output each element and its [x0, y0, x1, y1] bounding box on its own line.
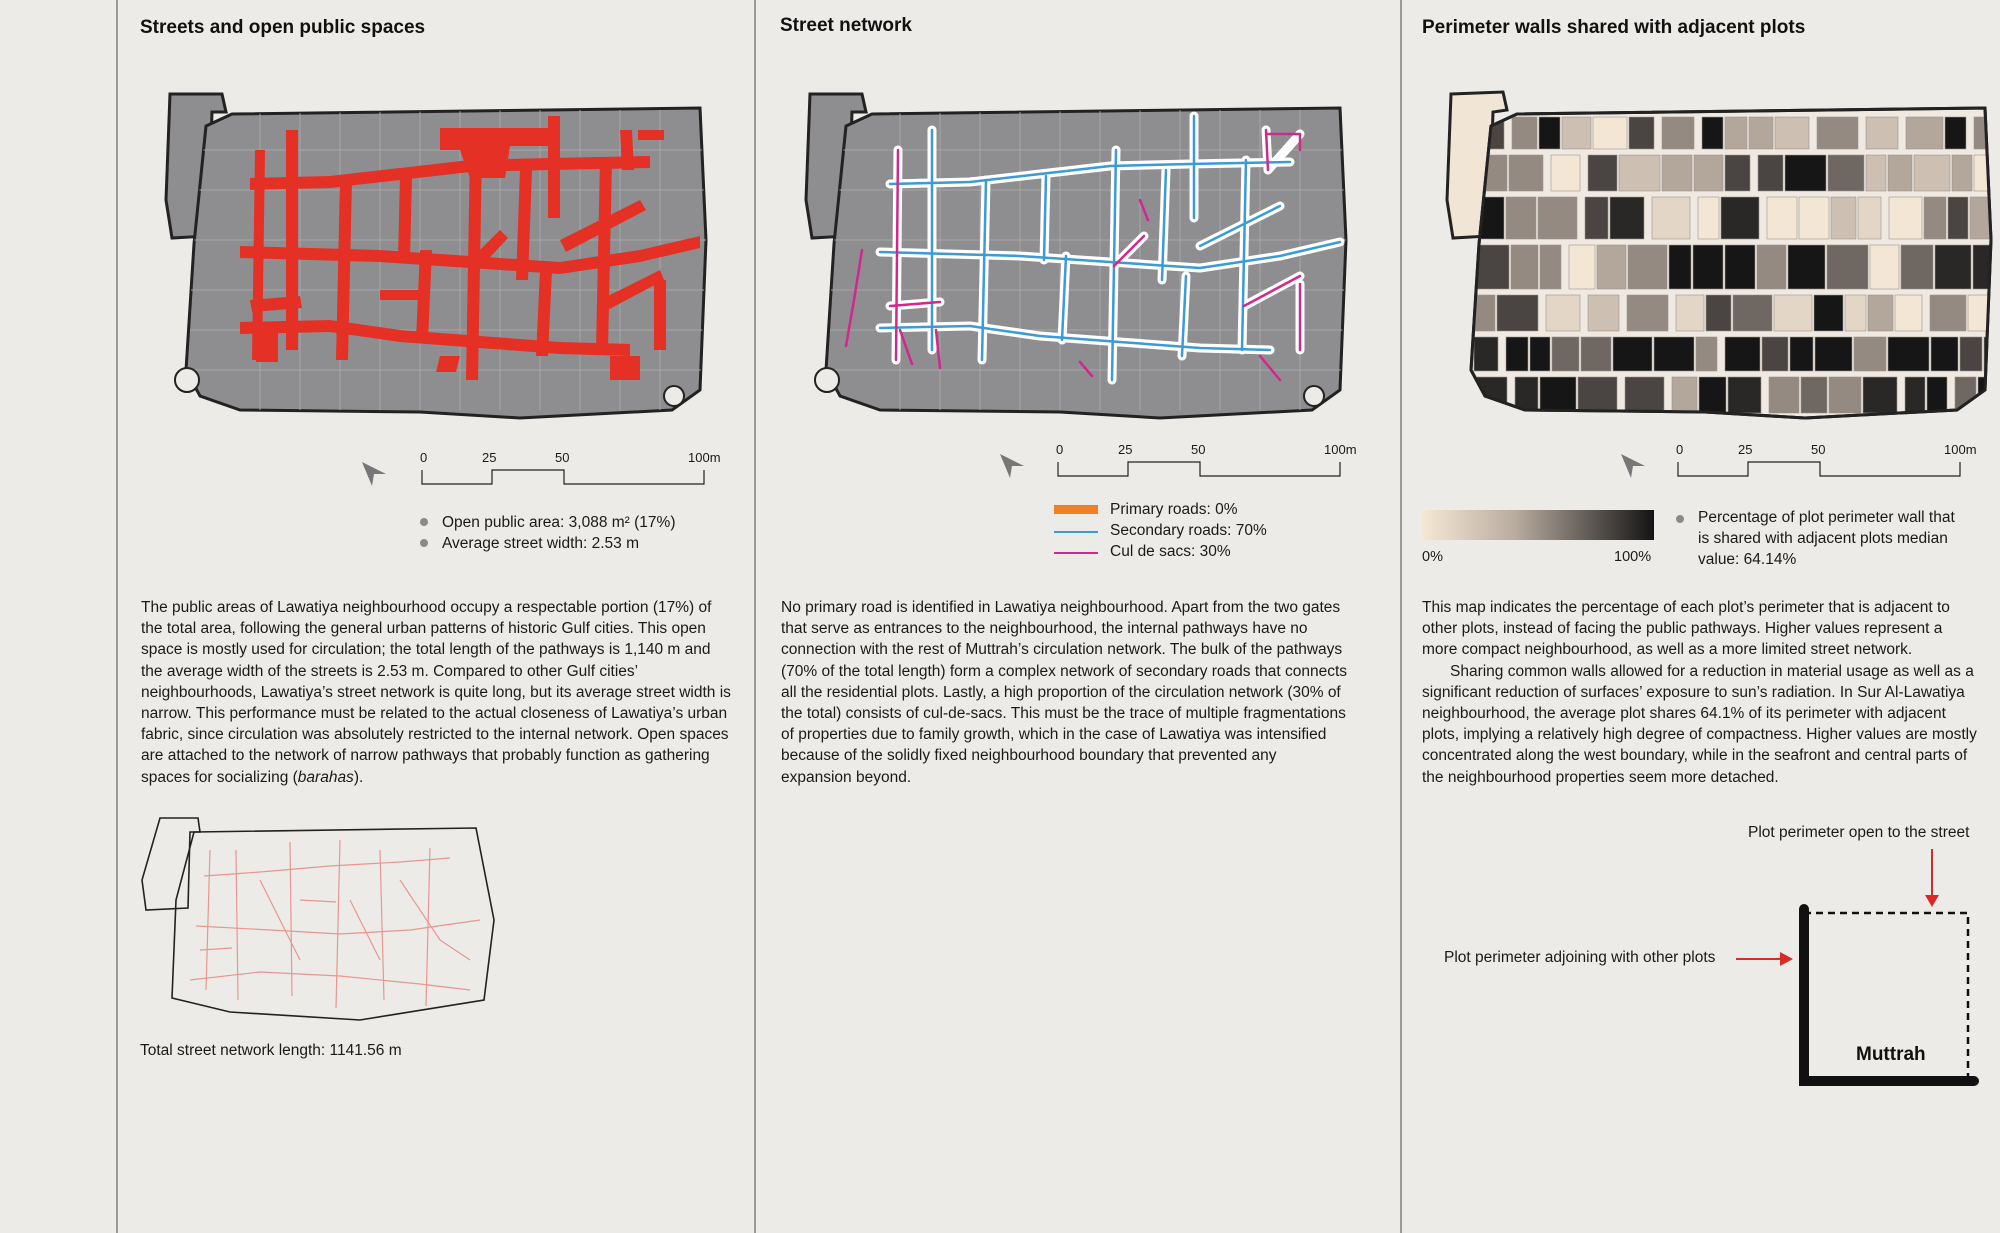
plot-cell [1552, 337, 1579, 371]
plot-cell [1814, 295, 1843, 331]
plot-cell [1968, 295, 2000, 331]
plot-cell [1845, 295, 1866, 331]
plot-cell [1924, 197, 1946, 239]
plot-cell [1905, 377, 1925, 413]
scale-tick: 50 [1191, 442, 1206, 457]
plot-cell [1725, 117, 1747, 149]
plot-cell [1790, 337, 1813, 371]
plot-cell [1706, 295, 1731, 331]
label-open-perimeter: Plot perimeter open to the street [1748, 824, 1970, 841]
plot-cell [1931, 337, 1958, 371]
scale-tick: 25 [1738, 442, 1753, 457]
plot-cell [1474, 295, 1495, 331]
plot-cell [1721, 197, 1759, 239]
plot-cell [1538, 197, 1577, 239]
plot-cell [1625, 377, 1664, 413]
gradient-min-label: 0% [1422, 549, 1443, 565]
plot-cell [1935, 245, 1971, 289]
panel3-body [1422, 597, 1982, 788]
legend-open-area: Open public area: 3,088 m² (17%) [420, 514, 675, 532]
plot-cell [1758, 155, 1783, 191]
plot-cell [1767, 197, 1797, 239]
diagram-place-label: Muttrah [1856, 1044, 1926, 1065]
plot-cell [1863, 377, 1897, 413]
plot-cell [1628, 245, 1667, 289]
plot-cell [1769, 377, 1799, 413]
scale-tick: 100m [1324, 442, 1357, 457]
plot-cell [1506, 337, 1528, 371]
plot-cell [1581, 337, 1611, 371]
plot-cell [1757, 245, 1786, 289]
plot-cell [1895, 295, 1922, 331]
north-arrow-icon [998, 450, 1028, 480]
plot-cell [1702, 117, 1723, 149]
plot-cell [1914, 155, 1950, 191]
plot-cell [1970, 197, 2000, 239]
legend-shared-perimeter: Percentage of plot perimeter wall that is shared with adjacent plots median value: 64.14% [1676, 507, 1956, 570]
legend-cul-de-sacs-swatch [1054, 547, 1098, 559]
plot-cell [1775, 117, 1809, 149]
plot-cell [1815, 337, 1852, 371]
plot-cell [1539, 117, 1560, 149]
plot-cell [1829, 377, 1861, 413]
plot-cell [1629, 117, 1654, 149]
plot-cell [1585, 197, 1608, 239]
plot-cell [1619, 155, 1660, 191]
plot-cell [1930, 295, 1966, 331]
total-network-length: Total street network length: 1141.56 m [140, 1042, 402, 1059]
plot-cell [1774, 295, 1812, 331]
scale-bar-2 [1056, 440, 1357, 480]
plot-cell [1588, 295, 1619, 331]
plot-cell [1870, 245, 1899, 289]
plot-cell [1474, 337, 1498, 371]
scale-tick: 0 [420, 450, 428, 465]
plot-cell [1725, 155, 1750, 191]
plot-cell [1827, 245, 1868, 289]
scale-tick: 25 [1118, 442, 1133, 457]
panel1-title: Streets and open public spaces [140, 17, 426, 38]
plot-cell [1540, 377, 1576, 413]
plot-cell [1927, 377, 1947, 413]
plot-cell [1733, 295, 1772, 331]
plot-cell [1512, 117, 1537, 149]
plot-cell [1831, 197, 1856, 239]
plot-cell [1725, 337, 1760, 371]
scale-tick: 50 [1811, 442, 1826, 457]
plot-cell [1888, 155, 1912, 191]
plot-cell [1662, 155, 1692, 191]
plot-cell [1540, 245, 1561, 289]
scale-tick: 50 [555, 450, 570, 465]
plot-cell [1509, 155, 1543, 191]
plot-cells [1474, 117, 2000, 413]
plot-cell [1694, 155, 1723, 191]
plot-cell [1828, 155, 1864, 191]
plot-cell [1699, 377, 1726, 413]
plot-cell [1546, 295, 1580, 331]
plot-cell [1866, 155, 1886, 191]
plot-cell [1698, 197, 1719, 239]
plot-cell [1578, 377, 1617, 413]
plot-cell [1669, 245, 1691, 289]
plot-cell [1749, 117, 1773, 149]
legend-street-width: Average street width: 2.53 m [420, 535, 639, 553]
plot-cell [1866, 117, 1898, 149]
plot-cell [1960, 337, 1982, 371]
legend-secondary-roads: Secondary roads: 70% [1110, 522, 1267, 539]
plot-cell [1672, 377, 1697, 413]
plot-cell [1788, 245, 1825, 289]
plot-cell [1868, 295, 1893, 331]
legend-cul-de-sacs: Cul de sacs: 30% [1110, 543, 1231, 560]
plot-cell [1627, 295, 1668, 331]
label-adjoining-perimeter: Plot perimeter adjoining with other plots [1444, 949, 1716, 966]
plot-cell [1901, 245, 1933, 289]
panel1-body: The public areas of Lawatiya neighbourhood occupy a respectable portion (17%) of the total area, following the general urban patterns of historic Gulf cities. This open space is mostly used for circulation; the total length of the pathways is 1,140 m and the average width of the streets is 2.53 m. Compared to other Gulf cities’ neighbourhoods, Lawatiya’s street network is quite long, but its average street width is narrow. This performance must be related to the actual closeness of Lawatiya’s urban fabric, since circulation was absolutely restricted to the internal network. Open spaces are attached to the network of narrow pathways that probably function as gathering spaces for socializing (barahas). [141, 599, 731, 786]
scale-tick: 0 [1676, 442, 1684, 457]
plot-cell [1693, 245, 1723, 289]
plot-cell [1978, 377, 2000, 413]
scale-bar-3 [1676, 440, 1977, 480]
plot-cell [1888, 337, 1929, 371]
plot-cell [1613, 337, 1652, 371]
plot-cell [1785, 155, 1826, 191]
plot-cell [1676, 295, 1704, 331]
plot-cell [1817, 117, 1858, 149]
plot-cell [1858, 197, 1881, 239]
plot-cell [1597, 245, 1626, 289]
plot-cell [1654, 337, 1694, 371]
panel2-body: No primary road is identified in Lawatiya neighbourhood. Apart from the two gates that serve as entrances to the neighbourhood, the internal pathways have no connection with the rest of Muttrah’s circulation network. The bulk of the pathways (70% of the total length) form a complex network of secondary roads that connects all the residential plots. Lastly, a high proportion of the circulation network (30% of the total) consists of cul-de-sacs. This must be the trace of multiple fragmentations of properties due to family growth, which in the case of Lawatiya was intensified because of the solidly fixed neighbourhood boundary that prevented any expansion beyond. [781, 599, 1348, 786]
scale-tick: 100m [1944, 442, 1977, 457]
plot-cell [1948, 197, 1968, 239]
plot-cell [1952, 155, 1972, 191]
plot-cell [1728, 377, 1761, 413]
gradient-max-label: 100% [1614, 549, 1652, 565]
plot-cell [1652, 197, 1690, 239]
plot-cell [1801, 377, 1827, 413]
plot-cell [1799, 197, 1829, 239]
shared-perimeter-map [1285, 0, 2000, 430]
scale-tick: 25 [482, 450, 497, 465]
panel3-body-p2: Sharing common walls allowed for a reduction in material usage as well as a significant reduction of surfaces’ exposure to sun’s radiation. In Sur Al-Lawatiya neighbourhood, the average plot shares 64.1% of its perimeter with adjacent plots, implying a relatively high degree of compactness. Higher values are mostly concentrated along the west boundary, while in the seafront and central parts of the neighbourhood properties seem more detached. [1422, 662, 1977, 786]
gradient-legend-bar [1422, 510, 1654, 540]
plot-cell [1610, 197, 1644, 239]
plot-cell [1593, 117, 1627, 149]
panel2-title: Street network [780, 15, 912, 36]
plot-cell [1506, 197, 1536, 239]
plot-cell [1662, 117, 1694, 149]
legend-primary-roads-swatch [1054, 504, 1098, 516]
plot-cell [1762, 337, 1788, 371]
legend-primary-roads: Primary roads: 0% [1110, 501, 1238, 518]
plot-cell [1854, 337, 1886, 371]
plot-cell [1588, 155, 1617, 191]
plot-cell [1889, 197, 1922, 239]
legend-secondary-roads-swatch [1054, 526, 1098, 538]
scale-tick: 0 [1056, 442, 1064, 457]
plot-cell [1530, 337, 1550, 371]
plot-cell [1906, 117, 1943, 149]
plot-cell [1945, 117, 1966, 149]
plot-cell [1511, 245, 1538, 289]
perimeter-diagram [1500, 845, 1990, 1095]
panel3-body-p1: This map indicates the percentage of each plot’s perimeter that is adjacent to other plots, instead of facing the public pathways. Higher values represent a more compact neighbourhood, as well as a more limited street network. [1422, 599, 1950, 659]
north-arrow-icon [1619, 450, 1649, 480]
plot-cell [1569, 245, 1595, 289]
plot-cell [1497, 295, 1538, 331]
plot-cell [1725, 245, 1755, 289]
plot-cell [1551, 155, 1580, 191]
plot-cell [1973, 245, 2000, 289]
panel3-title: Perimeter walls shared with adjacent plots [1422, 17, 1806, 38]
plot-cell [1696, 337, 1717, 371]
plot-cell [1562, 117, 1591, 149]
scale-tick: 100m [688, 450, 721, 465]
